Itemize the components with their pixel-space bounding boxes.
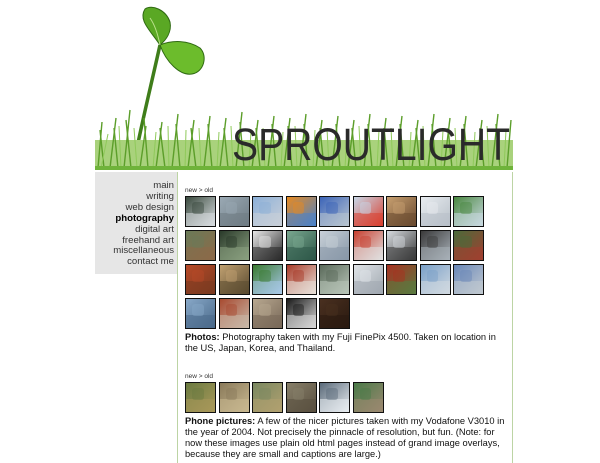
nav-item-writing[interactable]: writing — [146, 190, 174, 202]
site-header — [0, 0, 600, 172]
photo-thumbnail[interactable] — [219, 196, 250, 227]
photos-thumbnail-grid — [185, 196, 507, 329]
photo-thumbnail[interactable] — [420, 230, 451, 261]
photo-thumbnail[interactable] — [252, 230, 283, 261]
phone-description-text: A few of the nicer pictures taken with my Vodafone V3010 in the year of 2004. Not precisely the pinnacle of resolution, but fun. (Note: for now these images use plain old html pages instead of grand image overlays, because they are small and captions are large.) — [185, 416, 505, 459]
nav-item-web-design[interactable]: web design — [125, 201, 174, 213]
phone-photo-thumbnail[interactable] — [252, 382, 283, 413]
main-content — [185, 187, 507, 460]
photos-description-title: Photos: — [185, 332, 220, 342]
phone-description — [185, 416, 507, 460]
sproutlight-logo[interactable] — [0, 0, 600, 172]
nav-item-main[interactable]: main — [153, 180, 174, 191]
photo-thumbnail[interactable] — [252, 196, 283, 227]
photo-thumbnail[interactable] — [185, 298, 216, 329]
nav-item-freehand-art[interactable]: freehand art — [122, 234, 174, 246]
photo-thumbnail[interactable] — [420, 264, 451, 295]
photo-thumbnail[interactable] — [286, 196, 317, 227]
photo-thumbnail[interactable] — [453, 196, 484, 227]
photo-thumbnail[interactable] — [219, 298, 250, 329]
photo-thumbnail[interactable] — [286, 264, 317, 295]
photo-thumbnail[interactable] — [286, 230, 317, 261]
nav-item-contact-me[interactable]: contact me — [127, 256, 174, 268]
photo-thumbnail[interactable] — [386, 230, 417, 261]
phone-photo-thumbnail[interactable] — [353, 382, 384, 413]
content-border-left — [177, 172, 178, 463]
photo-thumbnail[interactable] — [353, 196, 384, 227]
photos-description-text: Photography taken with my Fuji FinePix 4500. Taken on location in the US, Japan, Korea, and Thailand. — [185, 332, 496, 353]
photo-thumbnail[interactable] — [319, 264, 350, 295]
photo-thumbnail[interactable] — [286, 298, 317, 329]
phone-photo-thumbnail[interactable] — [185, 382, 216, 413]
photo-thumbnail[interactable] — [386, 264, 417, 295]
phone-pictures-section — [185, 373, 507, 460]
photo-thumbnail[interactable] — [185, 230, 216, 261]
photos-section — [185, 187, 507, 354]
photo-thumbnail[interactable] — [420, 196, 451, 227]
phone-thumbnail-grid — [185, 382, 507, 413]
photo-thumbnail[interactable] — [219, 230, 250, 261]
photo-thumbnail[interactable] — [386, 196, 417, 227]
photo-thumbnail[interactable] — [453, 264, 484, 295]
phone-photo-thumbnail[interactable] — [319, 382, 350, 413]
photo-thumbnail[interactable] — [319, 196, 350, 227]
nav-item-photography[interactable]: photography — [115, 212, 174, 224]
phone-photo-thumbnail[interactable] — [219, 382, 250, 413]
photo-thumbnail[interactable] — [353, 230, 384, 261]
photo-thumbnail[interactable] — [252, 298, 283, 329]
photo-thumbnail[interactable] — [319, 230, 350, 261]
photo-thumbnail[interactable] — [252, 264, 283, 295]
site-title: SPROUTLIGHT — [232, 119, 510, 170]
phone-description-title: Phone pictures: — [185, 416, 256, 426]
photo-thumbnail[interactable] — [185, 196, 216, 227]
nav-item-miscellaneous[interactable]: miscellaneous — [113, 245, 174, 257]
phone-order-label: new > old — [185, 373, 214, 380]
content-border-right — [512, 172, 513, 463]
photos-description — [185, 332, 507, 354]
sidebar-nav — [95, 172, 177, 274]
photo-thumbnail[interactable] — [453, 230, 484, 261]
photos-order-label: new > old — [185, 187, 214, 194]
photo-thumbnail[interactable] — [219, 264, 250, 295]
phone-photo-thumbnail[interactable] — [286, 382, 317, 413]
photo-thumbnail[interactable] — [185, 264, 216, 295]
nav-item-digital-art[interactable]: digital art — [135, 223, 174, 235]
photo-thumbnail[interactable] — [353, 264, 384, 295]
photo-thumbnail[interactable] — [319, 298, 350, 329]
